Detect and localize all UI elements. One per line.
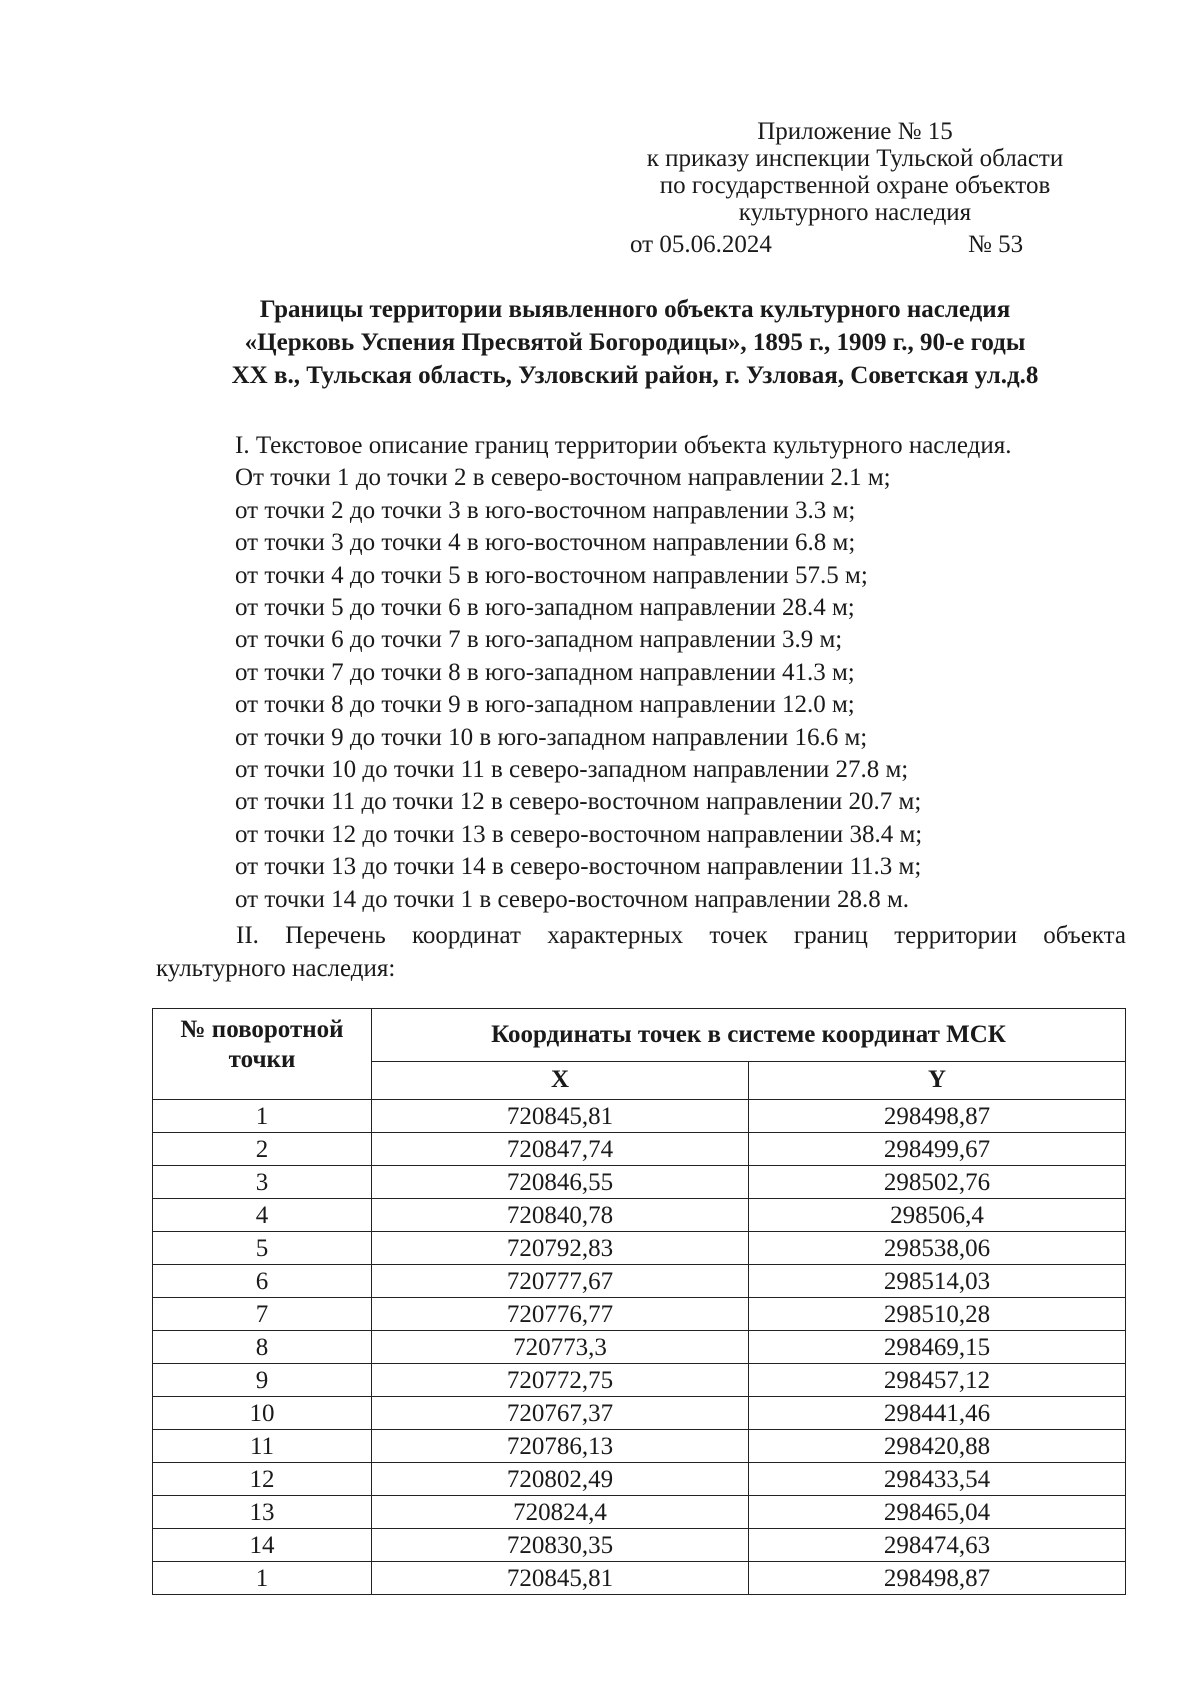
section2-line-1: II. Перечень координат характерных точек границ территории объекта <box>236 922 1126 949</box>
x-coordinate-cell: 720840,78 <box>372 1199 749 1232</box>
y-coordinate-cell: 298502,76 <box>749 1166 1126 1199</box>
y-coordinate-cell: 298441,46 <box>749 1397 1126 1430</box>
x-coordinate-cell: 720845,81 <box>372 1100 749 1133</box>
document-title <box>140 293 1130 392</box>
point-number-cell: 1 <box>153 1562 372 1595</box>
point-number-cell: 9 <box>153 1364 372 1397</box>
x-coordinate-cell: 720773,3 <box>372 1331 749 1364</box>
table-row <box>153 1265 1126 1298</box>
segment-line: от точки 7 до точки 8 в юго-западном направлении 41.3 м; <box>235 658 855 686</box>
y-coordinate-cell: 298498,87 <box>749 1562 1126 1595</box>
segment-line: От точки 1 до точки 2 в северо-восточном направлении 2.1 м; <box>235 464 891 492</box>
segment-line: от точки 6 до точки 7 в юго-западном направлении 3.9 м; <box>235 626 843 654</box>
segment-line: от точки 14 до точки 1 в северо-восточном направлении 28.8 м. <box>235 885 910 913</box>
x-coordinate-cell: 720792,83 <box>372 1232 749 1265</box>
y-coordinate-cell: 298510,28 <box>749 1298 1126 1331</box>
y-coordinate-cell: 298506,4 <box>749 1199 1126 1232</box>
header-point-number: № поворотной точки <box>153 1009 372 1100</box>
y-coordinate-cell: 298465,04 <box>749 1496 1126 1529</box>
description-heading: I. Текстовое описание границ территории объекта культурного наследия. <box>235 432 1012 459</box>
x-coordinate-cell: 720802,49 <box>372 1463 749 1496</box>
y-coordinate-cell: 298469,15 <box>749 1331 1126 1364</box>
point-number-cell: 11 <box>153 1430 372 1463</box>
header-y: Y <box>749 1061 1126 1100</box>
table-row <box>153 1463 1126 1496</box>
segment-line: от точки 9 до точки 10 в юго-западном направлении 16.6 м; <box>235 723 868 751</box>
segment-line: от точки 8 до точки 9 в юго-западном направлении 12.0 м; <box>235 691 855 719</box>
point-number-cell: 14 <box>153 1529 372 1562</box>
table-row <box>153 1298 1126 1331</box>
appendix-header <box>600 118 1110 226</box>
y-coordinate-cell: 298499,67 <box>749 1133 1126 1166</box>
point-number-cell: 4 <box>153 1199 372 1232</box>
point-number-cell: 3 <box>153 1166 372 1199</box>
y-coordinate-cell: 298474,63 <box>749 1529 1126 1562</box>
point-number-cell: 12 <box>153 1463 372 1496</box>
x-coordinate-cell: 720786,13 <box>372 1430 749 1463</box>
x-coordinate-cell: 720776,77 <box>372 1298 749 1331</box>
point-number-cell: 13 <box>153 1496 372 1529</box>
segment-line: от точки 3 до точки 4 в юго-восточном направлении 6.8 м; <box>235 529 856 557</box>
y-coordinate-cell: 298420,88 <box>749 1430 1126 1463</box>
x-coordinate-cell: 720772,75 <box>372 1364 749 1397</box>
point-number-cell: 2 <box>153 1133 372 1166</box>
y-coordinate-cell: 298538,06 <box>749 1232 1126 1265</box>
table-row <box>153 1496 1126 1529</box>
x-coordinate-cell: 720767,37 <box>372 1397 749 1430</box>
section2-line-2: культурного наследия: <box>156 955 396 982</box>
table-row <box>153 1562 1126 1595</box>
segment-line: от точки 11 до точки 12 в северо-восточном направлении 20.7 м; <box>235 788 922 816</box>
point-number-cell: 6 <box>153 1265 372 1298</box>
table-row <box>153 1199 1126 1232</box>
table-row <box>153 1331 1126 1364</box>
appendix-order-ref: к приказу инспекции Тульской области <box>646 145 1064 172</box>
segment-line: от точки 4 до точки 5 в юго-восточном направлении 57.5 м; <box>235 561 868 589</box>
x-coordinate-cell: 720845,81 <box>372 1562 749 1595</box>
appendix-authority: по государственной охране объектов <box>659 172 1051 199</box>
boundary-description <box>235 430 1125 916</box>
y-coordinate-cell: 298433,54 <box>749 1463 1126 1496</box>
table-row <box>153 1100 1126 1133</box>
order-date: от 05.06.2024 <box>630 231 772 258</box>
title-line-1: Границы территории выявленного объекта культурного наследия <box>259 296 1011 323</box>
y-coordinate-cell: 298457,12 <box>749 1364 1126 1397</box>
point-number-cell: 8 <box>153 1331 372 1364</box>
table-row <box>153 1133 1126 1166</box>
header-x: X <box>372 1061 749 1100</box>
header-coordinates: Координаты точек в системе координат МСК <box>372 1009 1126 1062</box>
coordinates-section-heading <box>156 919 1126 985</box>
point-number-cell: 7 <box>153 1298 372 1331</box>
table-row <box>153 1529 1126 1562</box>
x-coordinate-cell: 720846,55 <box>372 1166 749 1199</box>
segment-line: от точки 5 до точки 6 в юго-западном направлении 28.4 м; <box>235 594 855 622</box>
point-number-cell: 5 <box>153 1232 372 1265</box>
segment-line: от точки 2 до точки 3 в юго-восточном направлении 3.3 м; <box>235 496 856 524</box>
order-number: № 53 <box>968 231 1024 258</box>
table-row <box>153 1430 1126 1463</box>
segment-line: от точки 13 до точки 14 в северо-восточном направлении 11.3 м; <box>235 853 922 881</box>
table-row <box>153 1397 1126 1430</box>
segment-line: от точки 10 до точки 11 в северо-западном направлении 27.8 м; <box>235 756 909 784</box>
x-coordinate-cell: 720830,35 <box>372 1529 749 1562</box>
title-line-2: «Церковь Успения Пресвятой Богородицы», 1895 г., 1909 г., 90-е годы <box>244 329 1026 356</box>
table-row <box>153 1364 1126 1397</box>
x-coordinate-cell: 720777,67 <box>372 1265 749 1298</box>
x-coordinate-cell: 720824,4 <box>372 1496 749 1529</box>
title-line-3: XX в., Тульская область, Узловский район, г. Узловая, Советская ул.д.8 <box>231 362 1039 389</box>
coordinates-table-body <box>153 1100 1126 1595</box>
x-coordinate-cell: 720847,74 <box>372 1133 749 1166</box>
y-coordinate-cell: 298514,03 <box>749 1265 1126 1298</box>
table-row <box>153 1166 1126 1199</box>
table-row <box>153 1232 1126 1265</box>
point-number-cell: 10 <box>153 1397 372 1430</box>
point-number-cell: 1 <box>153 1100 372 1133</box>
appendix-number: Приложение № 15 <box>757 118 953 145</box>
appendix-authority-cont: культурного наследия <box>738 199 972 226</box>
coordinates-table <box>152 1008 1126 1595</box>
y-coordinate-cell: 298498,87 <box>749 1100 1126 1133</box>
segment-line: от точки 12 до точки 13 в северо-восточном направлении 38.4 м; <box>235 820 923 848</box>
